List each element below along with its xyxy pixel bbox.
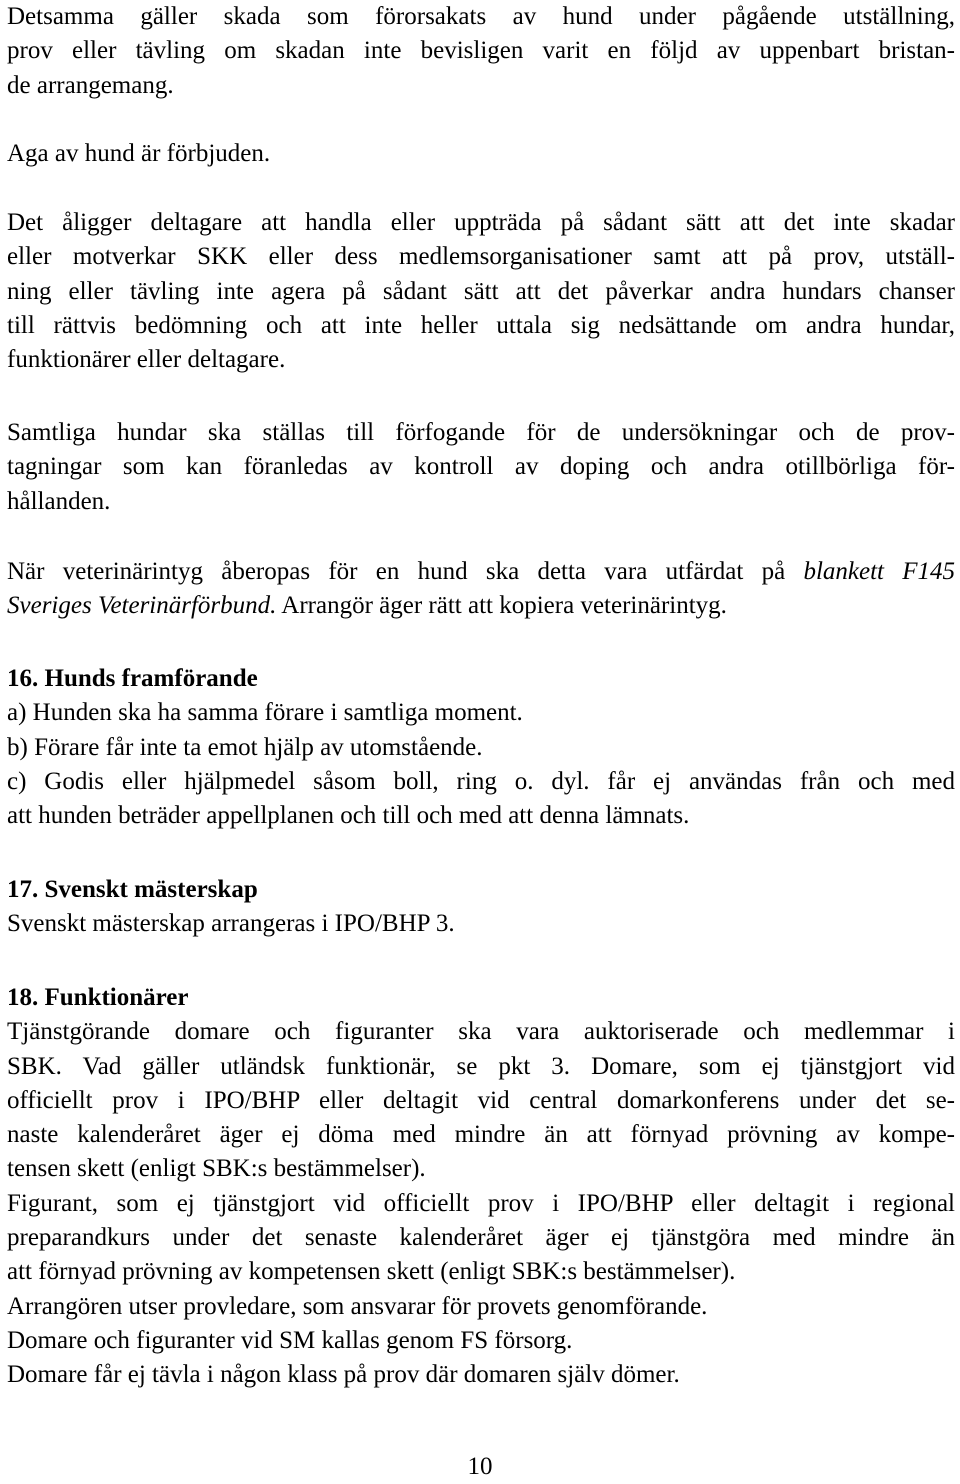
text-line: Figurant, som ej tjänstgjort vid officiellt prov i IPO/BHP eller deltagit i regional [7, 1189, 955, 1217]
list-item: c) Godis eller hjälpmedel såsom boll, ring o. dyl. får ej användas från och med [7, 767, 955, 795]
text-line: eller motverkar SKK eller dess medlemsorganisationer samt att på prov, utställ- [7, 243, 955, 271]
text-line: hållanden. [7, 487, 111, 515]
text-line [7, 589, 955, 623]
form-reference: blankett F145 [803, 558, 955, 585]
page-number: 10 [467, 1453, 493, 1480]
text-line: att hunden beträder appellplanen och till och med att denna lämnats. [7, 802, 690, 830]
text-line: ning eller tävling inte agera på sådant sätt att det påverkar andra hundars chanser [7, 277, 955, 305]
text-line: prov eller tävling om skadan inte bevisligen varit en följd av uppenbart bristan- [7, 37, 955, 65]
section-heading: 17. Svenskt mästerskap [7, 876, 258, 903]
text-line: Det åligger deltagare att handla eller uppträda på sådant sätt att det inte skadar [7, 209, 955, 236]
organization-name: Sveriges Veterinärförbund. [7, 592, 277, 620]
text-line: till rättvis bedömning och att inte heller uttala sig nedsättande om andra hundar, [7, 311, 955, 339]
text-line: Svenskt mästerskap arrangeras i IPO/BHP 3. [7, 910, 455, 938]
paragraph-vet-certificate [7, 555, 955, 624]
text-line: officiellt prov i IPO/BHP eller deltagit vid central domarkonferens under det se- [7, 1086, 955, 1114]
list-item: a) Hunden ska ha samma förare i samtliga moment. [7, 699, 523, 727]
text-line: funktionärer eller deltagare. [7, 346, 286, 374]
text-line: Aga av hund är förbjuden. [7, 140, 271, 167]
section-18 [7, 981, 955, 1393]
section-heading: 18. Funktionärer [7, 984, 189, 1011]
paragraph-doping [7, 416, 955, 519]
text-line: de arrangemang. [7, 71, 174, 99]
text-line: Samtliga hundar ska ställas till förfogande för de undersökningar och de prov- [7, 419, 955, 446]
text-line [7, 555, 955, 589]
text-line: Domare får ej tävla i någon klass på prov där domaren själv dömer. [7, 1361, 680, 1389]
paragraph-damage [7, 0, 955, 103]
text-line: Tjänstgörande domare och figuranter ska vara auktoriserade och medlemmar i [7, 1018, 955, 1046]
section-16 [7, 662, 955, 833]
section-heading: 16. Hunds framförande [7, 665, 258, 692]
section-17 [7, 873, 955, 942]
text-line: Arrangören utser provledare, som ansvarar för provets genomförande. [7, 1292, 708, 1320]
text-normal: Arrangör äger rätt att kopiera veterinärintyg. [276, 592, 727, 620]
text-line: Detsamma gäller skada som förorsakats av hund under pågående utställning, [7, 3, 955, 30]
text-line: Domare och figuranter vid SM kallas genom FS försorg. [7, 1326, 573, 1354]
text-line: naste kalenderåret äger ej döma med mindre än att förnyad prövning av kompe- [7, 1121, 955, 1149]
text-normal: När veterinärintyg åberopas för en hund ska detta vara utfärdat på [7, 558, 804, 585]
list-item: b) Förare får inte ta emot hjälp av utomstående. [7, 733, 483, 761]
text-line: preparandkurs under det senaste kalenderåret äger ej tjänstgöra med mindre än [7, 1224, 955, 1252]
text-line: att förnyad prövning av kompetensen skett (enligt SBK:s bestämmelser). [7, 1258, 736, 1286]
paragraph-conduct [7, 206, 955, 377]
text-line: tagningar som kan föranledas av kontroll av doping och andra otillbörliga för- [7, 453, 955, 481]
paragraph-punishment [7, 137, 955, 171]
text-line: tensen skett (enligt SBK:s bestämmelser). [7, 1155, 426, 1183]
text-line: SBK. Vad gäller utländsk funktionär, se pkt 3. Domare, som ej tjänstgjort vid [7, 1052, 955, 1080]
